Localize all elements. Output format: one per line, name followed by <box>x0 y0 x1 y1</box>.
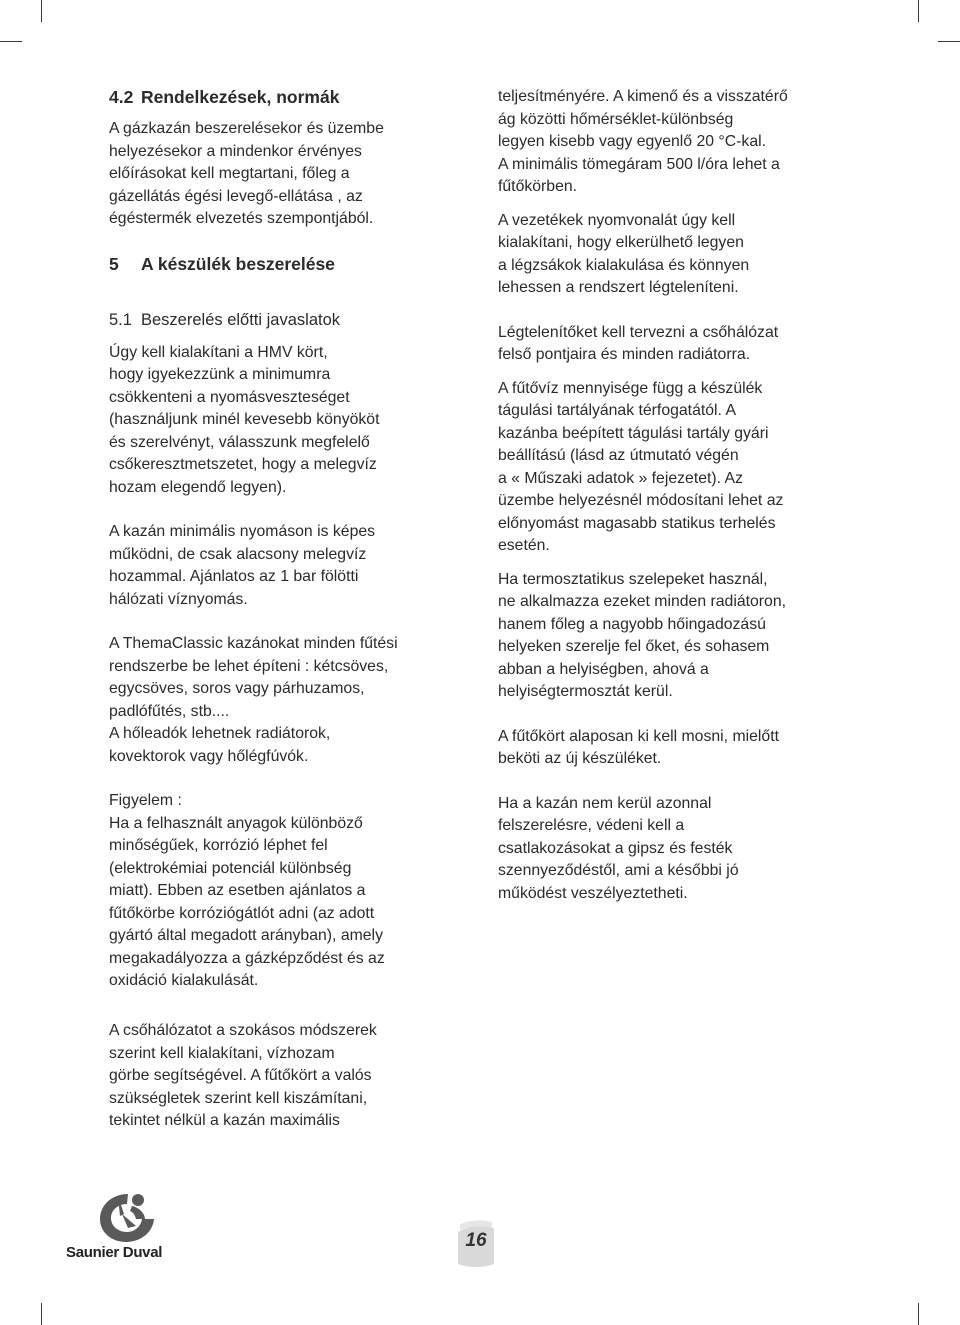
paragraph: A fűtővíz mennyisége függ a készülék tágulási tartályának térfogatától. A kazánba beépített tágulási tartály gyári beállítású (lásd az útmutató végén a « Műszaki adatok » fejezetet). Az üzembe helyezésnél módosítani lehet az előnyomást magasabb statikus terhelés esetén. <box>498 379 784 554</box>
warning-paragraph: Figyelem : Ha a felhasznált anyagok különböző minőségűek, korrózió léphet fel (elektrokémiai potenciál különbség miatt). Ebben az esetben ajánlatos a fűtőkörbe korróziógátlót adni (az adott gyártó által megadott arányban), amely megakadályozza a gázképződést és az oxidáció kialakulását. <box>109 792 385 989</box>
crop-mark-top-right-h <box>938 41 960 42</box>
crop-mark-top-left-h <box>0 41 22 42</box>
section-heading-5-1 <box>109 309 459 331</box>
paragraph: Légtelenítőket kell tervezni a csőhálózat felső pontjaira és minden radiátorra. <box>498 323 779 363</box>
brand-logo <box>66 1192 196 1272</box>
paragraph: A gázkazán beszerelésekor és üzembe helyezésekor a mindenkor érvényes előírásokat kell megtartani, főleg a gázellátás égési levegő-ellátása , az égéstermék elvezetés szempontjából. <box>109 120 384 227</box>
section-number: 5 <box>109 253 119 274</box>
section-title: A készülék beszerelése <box>141 253 335 274</box>
section-title: Rendelkezések, normák <box>141 87 340 107</box>
paragraph: A csőhálózatot a szokásos módszerek szerint kell kialakítani, vízhozam görbe segítségével. A fűtőkört a valós szükségletek szerint kell kiszámítani, tekintet nélkül a kazán maximális <box>109 1022 377 1129</box>
paragraph: A kazán minimális nyomáson is képes működni, de csak alacsony melegvíz hozammal. Ajánlatos az 1 bar fölötti hálózati víznyomás. <box>109 523 376 608</box>
paragraph: A vezetékek nyomvonalát úgy kell kialakítani, hogy elkerülhető legyen a légzsákok kialakulása és könnyen lehessen a rendszert légteleníteni. <box>498 211 750 296</box>
paragraph: teljesítményére. A kimenő és a visszatérő ág közötti hőmérséklet-különbség legyen kisebb vagy egyenlő 20 °C-kal. A minimális tömegáram 500 l/óra lehet a fűtőkörben. <box>498 88 788 195</box>
left-column <box>109 86 459 1015</box>
paragraph: Ha termosztatikus szelepeket használ, ne alkalmazza ezeket minden radiátoron, hanem főleg a nagyobb hőingadozású helyeken szerelje fel őket, és sohasem abban a helyiségben, ahová a helyiségtermosztát kerül. <box>498 570 787 700</box>
paragraph: Úgy kell kialakítani a HMV kört, hogy igyekezzünk a minimumra csökkenteni a nyomásveszteséget (használjunk minél kevesebb könyököt és szerelvényt, válasszunk megfelelő csőkeresztmetszetet, hogy a melegvíz hozam elegendő legyen). <box>109 343 380 496</box>
crop-mark-top-left <box>41 0 42 22</box>
section-number: 5.1 <box>109 310 132 329</box>
crop-mark-bottom-right <box>918 1303 919 1325</box>
right-column <box>498 86 853 905</box>
page-number: 16 <box>465 1230 487 1251</box>
saunier-duval-bird-logo-icon <box>98 1192 156 1244</box>
paragraph: A fűtőkört alaposan ki kell mosni, mielőtt beköti az új készüléket. <box>498 727 779 767</box>
crop-mark-bottom-left <box>41 1303 42 1325</box>
paragraph: Ha a kazán nem kerül azonnal felszerelésre, védeni kell a csatlakozásokat a gipsz és festék szennyeződéstől, ami a későbbi jó működést veszélyeztetheti. <box>498 794 739 902</box>
paragraph: A ThemaClassic kazánokat minden fűtési rendszerbe be lehet építeni : kétcsöves, egycsöves, soros vagy párhuzamos, padlófűtés, stb.... A hőleadók lehetnek radiátorok, kovektorok vagy hőlégfúvók. <box>109 635 398 765</box>
section-title: Beszerelés előtti javaslatok <box>141 310 341 329</box>
brand-name: Saunier Duval <box>66 1244 163 1261</box>
crop-mark-top-right <box>918 0 919 22</box>
left-column-bottom <box>109 1020 459 1133</box>
section-heading-4-2 <box>109 86 459 108</box>
section-heading-5 <box>109 253 459 275</box>
page-number-badge <box>452 1214 500 1272</box>
section-number: 4.2 <box>109 87 134 107</box>
